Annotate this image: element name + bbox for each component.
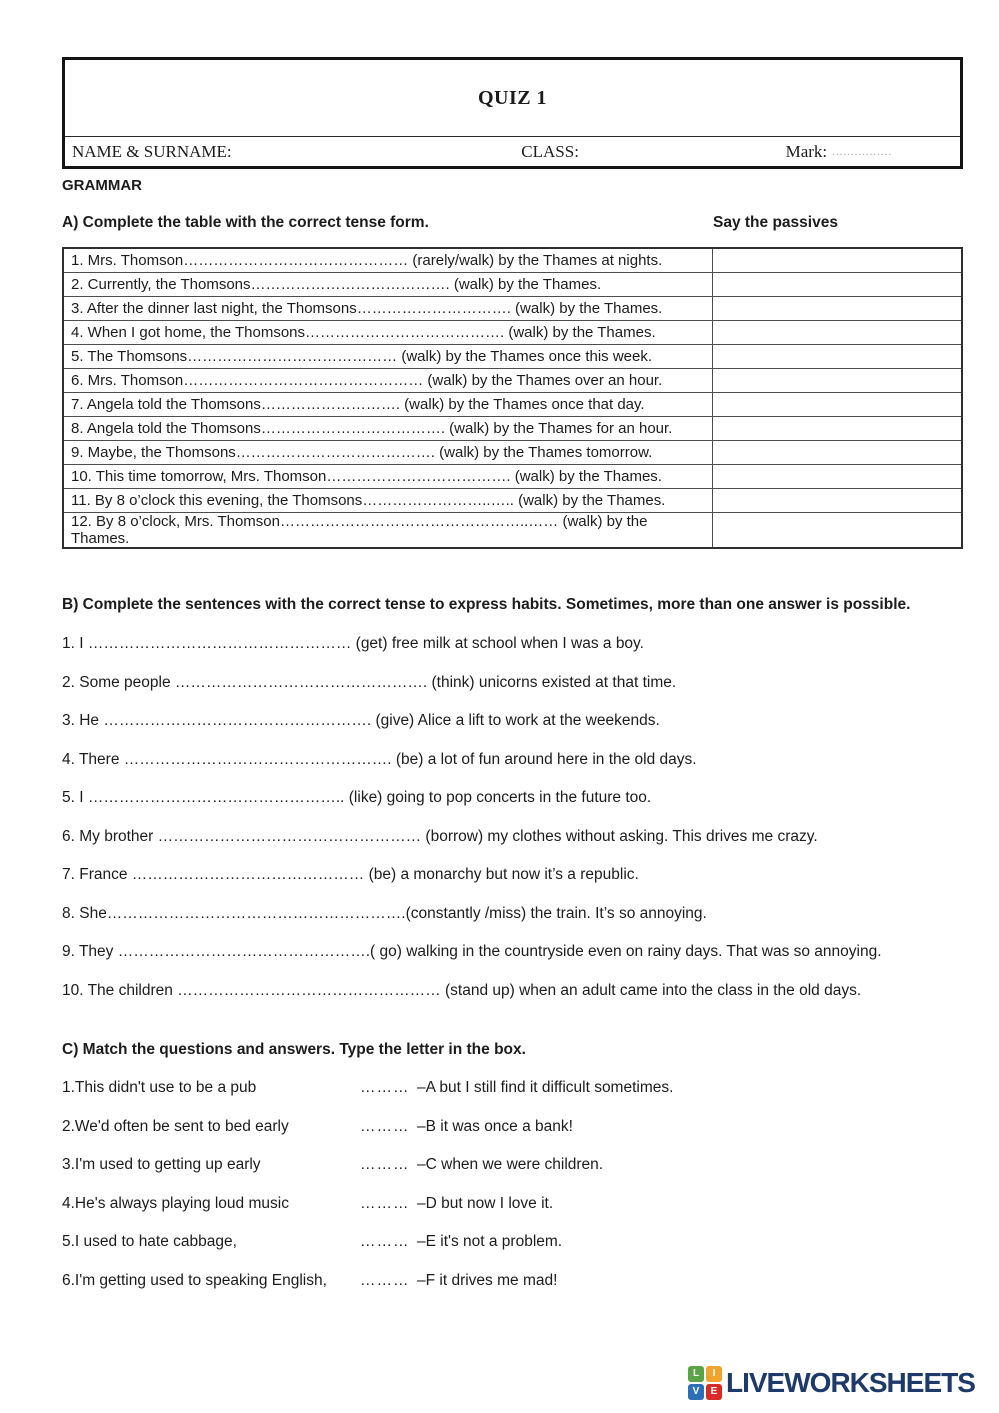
match-row (62, 1232, 963, 1251)
match-answer-box[interactable]: ……… (360, 1156, 410, 1173)
table-sentence: 11. By 8 o’clock this evening, the Thomsons……………………..….. (walk) by the Thames. (63, 489, 713, 513)
mark-field[interactable]: ................ (832, 145, 893, 158)
table-row (63, 489, 962, 513)
match-question: 1.This didn't use to be a pub (62, 1079, 257, 1096)
match-row (62, 1078, 963, 1097)
match-answer: –C when we were children. (417, 1156, 604, 1173)
table-row (63, 248, 962, 273)
logo-square-l: L (688, 1366, 704, 1382)
sentence-item: 9. They ………………………………………….( go) walking in the countryside even on rainy days. That was so annoying. (62, 943, 882, 960)
match-question: 4.He's always playing loud music (62, 1194, 289, 1212)
quiz-title: QUIZ 1 (477, 86, 548, 109)
table-row (63, 465, 962, 489)
match-answer-box[interactable]: ……… (360, 1233, 410, 1250)
grammar-heading: GRAMMAR (62, 177, 142, 194)
passive-answer-cell[interactable] (713, 369, 962, 393)
match-row (62, 1117, 963, 1136)
section-a-heading-row (62, 214, 963, 232)
table-row (63, 345, 962, 369)
passive-answer-cell[interactable] (713, 297, 962, 321)
sentence-item: 4. There ……………………………………………. (be) a lot of fun around here in the old days. (62, 750, 697, 768)
name-surname-label: NAME & SURNAME: (72, 141, 232, 161)
match-answer-box[interactable]: ……… (360, 1079, 410, 1096)
sentence-item: 7. France ……………………………………… (be) a monarchy but now it’s a republic. (62, 866, 639, 883)
passive-answer-cell[interactable] (713, 321, 962, 345)
match-row (62, 1155, 963, 1174)
passive-answer-cell[interactable] (713, 489, 962, 513)
passive-answer-cell[interactable] (713, 417, 962, 441)
passive-answer-cell[interactable] (713, 345, 962, 369)
passives-table (62, 247, 963, 549)
logo-squares (688, 1366, 722, 1400)
passive-answer-cell[interactable] (713, 513, 962, 549)
table-row (63, 369, 962, 393)
table-row (63, 417, 962, 441)
table-sentence: 3. After the dinner last night, the Thomsons…………………………. (walk) by the Thames. (63, 297, 713, 321)
mark-area (786, 142, 953, 162)
table-sentence: 6. Mrs. Thomson………………………………………… (walk) by the Thames over an hour. (63, 369, 713, 393)
table-row (63, 321, 962, 345)
match-answer: –E it's not a problem. (417, 1233, 563, 1250)
table-sentence: 5. The Thomsons…………………………………… (walk) by the Thames once this week. (63, 345, 713, 369)
table-row (63, 441, 962, 465)
section-a-side-heading: Say the passives (713, 214, 838, 231)
sentence-item: 5. I ………………………………………….. (like) going to pop concerts in the future too. (62, 789, 652, 806)
table-row (63, 297, 962, 321)
table-row (63, 273, 962, 297)
name-row (65, 137, 960, 166)
class-label: CLASS: (521, 141, 579, 161)
table-sentence: 4. When I got home, the Thomsons…………………………………. (walk) by the Thames. (63, 321, 713, 345)
match-row (62, 1194, 963, 1213)
logo-square-i: I (706, 1366, 722, 1382)
liveworksheets-logo[interactable] (688, 1366, 975, 1400)
passive-answer-cell[interactable] (713, 441, 962, 465)
sentence-item: 10. The children …………………………………………… (stand up) when an adult came into the class in the old days. (62, 981, 862, 999)
logo-square-e: E (706, 1384, 722, 1400)
table-sentence: 12. By 8 o’clock, Mrs. Thomson…………………………………………..…… (walk) by the Thames. (63, 513, 713, 549)
passive-answer-cell[interactable] (713, 465, 962, 489)
logo-wordmark: LIVEWORKSHEETS (726, 1367, 975, 1398)
match-answer: –B it was once a bank! (417, 1117, 573, 1135)
table-sentence: 1. Mrs. Thomson……………………………………… (rarely/walk) by the Thames at nights. (63, 248, 713, 273)
table-row (63, 393, 962, 417)
table-sentence: 2. Currently, the Thomsons…………………………………. (walk) by the Thames. (63, 273, 713, 297)
match-answer: –F it drives me mad! (417, 1271, 558, 1289)
sentence-item: 2. Some people …………………………………………. (think) unicorns existed at that time. (62, 673, 677, 691)
table-sentence: 8. Angela told the Thomsons………………………………. (walk) by the Thames for an hour. (63, 417, 713, 441)
match-answer-box[interactable]: ……… (360, 1271, 410, 1289)
match-question: 6.I'm getting used to speaking English, (62, 1271, 327, 1289)
table-row (63, 513, 962, 549)
quiz-header-box (62, 57, 963, 169)
match-question: 3.I'm used to getting up early (62, 1156, 261, 1173)
section-a-heading: A) Complete the table with the correct tense form. (62, 214, 429, 231)
match-question: 5.I used to hate cabbage, (62, 1233, 237, 1250)
passive-answer-cell[interactable] (713, 393, 962, 417)
sentence-item: 8. She………………………………………………….(constantly /miss) the train. It’s so annoying. (62, 904, 707, 922)
sentence-item: 3. He ……………………………………………. (give) Alice a lift to work at the weekends. (62, 712, 660, 729)
logo-square-v: V (688, 1384, 704, 1400)
match-question: 2.We'd often be sent to bed early (62, 1117, 289, 1135)
section-c-heading: C) Match the questions and answers. Type the letter in the box. (62, 1040, 526, 1058)
passive-answer-cell[interactable] (713, 273, 962, 297)
match-answer: –D but now I love it. (417, 1194, 554, 1212)
match-answer-box[interactable]: ……… (360, 1117, 410, 1135)
table-sentence: 9. Maybe, the Thomsons…………………………………. (walk) by the Thames tomorrow. (63, 441, 713, 465)
mark-label: Mark: (785, 141, 828, 161)
sentence-item: 6. My brother …………………………………………… (borrow) my clothes without asking. This drives me crazy. (62, 827, 818, 845)
passive-answer-cell[interactable] (713, 248, 962, 273)
match-answer-box[interactable]: ……… (360, 1194, 410, 1212)
match-row (62, 1271, 963, 1290)
section-b-heading: B) Complete the sentences with the correct tense to express habits. Sometimes, more than one answer is possible. (62, 596, 911, 613)
quiz-title-row (65, 60, 960, 137)
sentence-item: 1. I …………………………………………… (get) free milk at school when I was a boy. (62, 635, 644, 652)
table-sentence: 7. Angela told the Thomsons………………………. (walk) by the Thames once that day. (63, 393, 713, 417)
table-sentence: 10. This time tomorrow, Mrs. Thomson………………………………. (walk) by the Thames. (63, 465, 713, 489)
match-answer: –A but I still find it difficult sometimes. (417, 1079, 674, 1096)
